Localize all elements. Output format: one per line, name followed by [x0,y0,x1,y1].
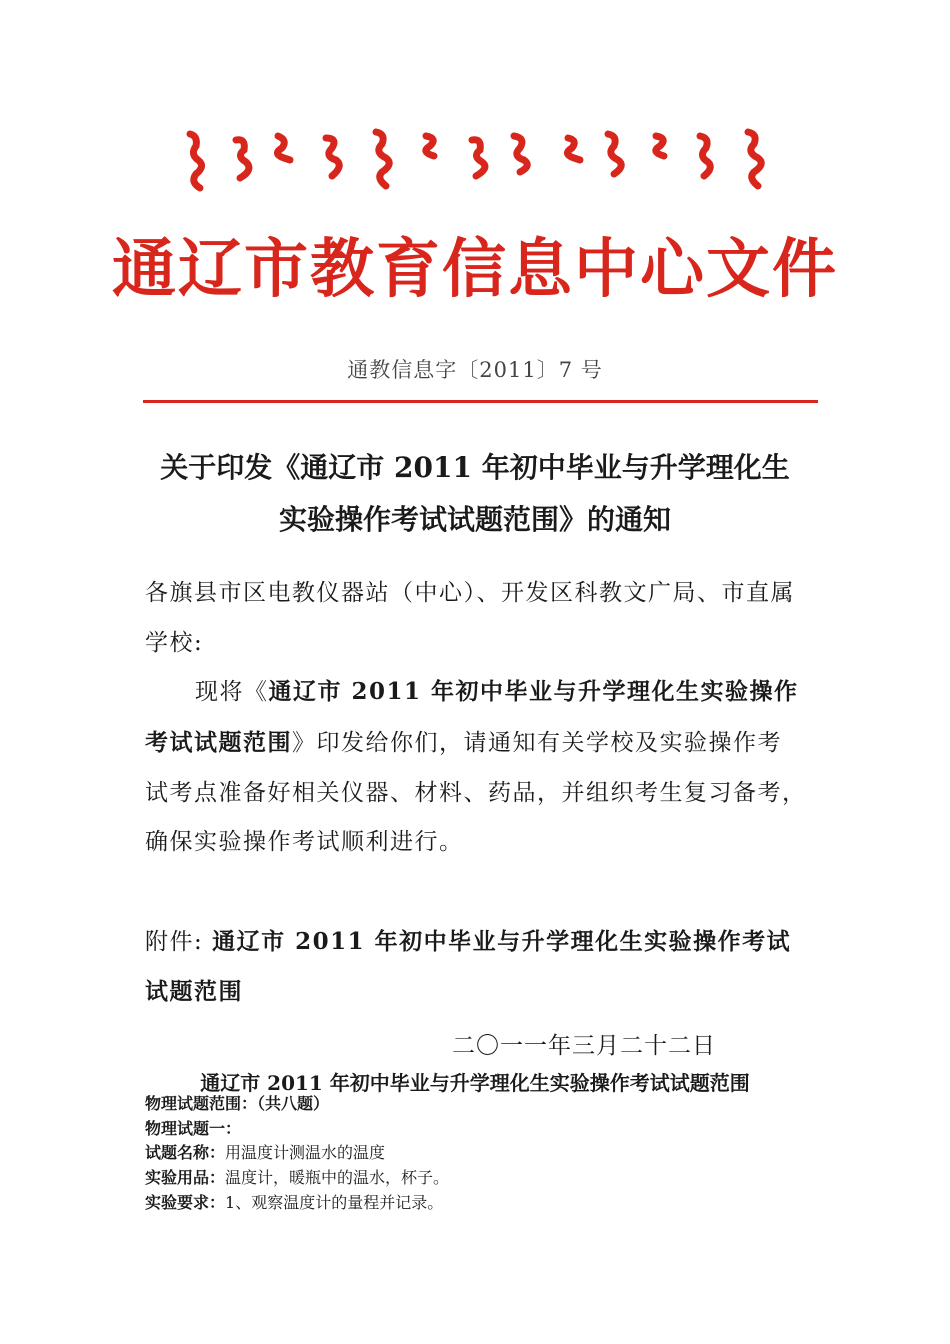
paragraph-line-2 [145,728,782,758]
question-name-value: 用温度计测温水的温度 [225,1143,386,1162]
requirements-label: 实验要求： [145,1193,226,1212]
requirements-value: 1、观察温度计的量程并记录。 [225,1193,444,1212]
paragraph-prefix: 现将《 [195,679,269,705]
equipment-label: 实验用品： [145,1168,226,1187]
attachment-line-1 [145,927,791,957]
issue-date: 二〇一一年三月二十二日 [452,1033,716,1059]
attachment-title-inline-cont: 考试试题范围 [145,729,292,756]
organization-title: 通辽市教育信息中心文件 [112,233,838,307]
notice-title-line-2: 实验操作考试试题范围》的通知 [278,503,671,536]
recipients-line-1: 各旗县市区电教仪器站（中心）、开发区科教文广局、市直属 [145,580,795,606]
paragraph-line-3: 试考点准备好相关仪器、材料、药品，并组织考生复习备考， [145,780,807,806]
question-name-label: 试题名称： [145,1143,226,1162]
paragraph-text: 》印发给你们，请通知有关学校及实验操作考 [292,730,782,756]
attachment-title: 通辽市 2011 年初中毕业与升学理化生实验操作考试 [212,928,792,955]
recipients-line-2: 学校: [145,630,204,656]
physics-scope: 物理试题范围：（共八题） [145,1094,330,1113]
equipment-row [145,1167,449,1189]
attachment-label: 附件: [145,929,204,955]
appendix-title: 通辽市 2011 年初中毕业与升学理化生实验操作考试试题范围 [200,1071,750,1095]
mongolian-script-header [180,126,780,200]
document-number: 通教信息字〔2011〕7 号 [347,358,603,382]
physics-question-1: 物理试题一： [145,1119,242,1138]
equipment-value: 温度计，暖瓶中的温水，杯子。 [225,1168,450,1187]
attachment-title-inline: 通辽市 2011 年初中毕业与升学理化生实验操作 [268,678,799,705]
notice-title-line-1: 关于印发《通辽市 2011 年初中毕业与升学理化生 [160,451,790,484]
paragraph-line-1 [195,677,799,707]
attachment-line-2: 试题范围 [145,978,243,1005]
requirements-row [145,1192,443,1214]
paragraph-line-4: 确保实验操作考试顺利进行。 [145,829,464,855]
question-name-row [145,1142,385,1164]
red-divider-line [143,400,818,403]
